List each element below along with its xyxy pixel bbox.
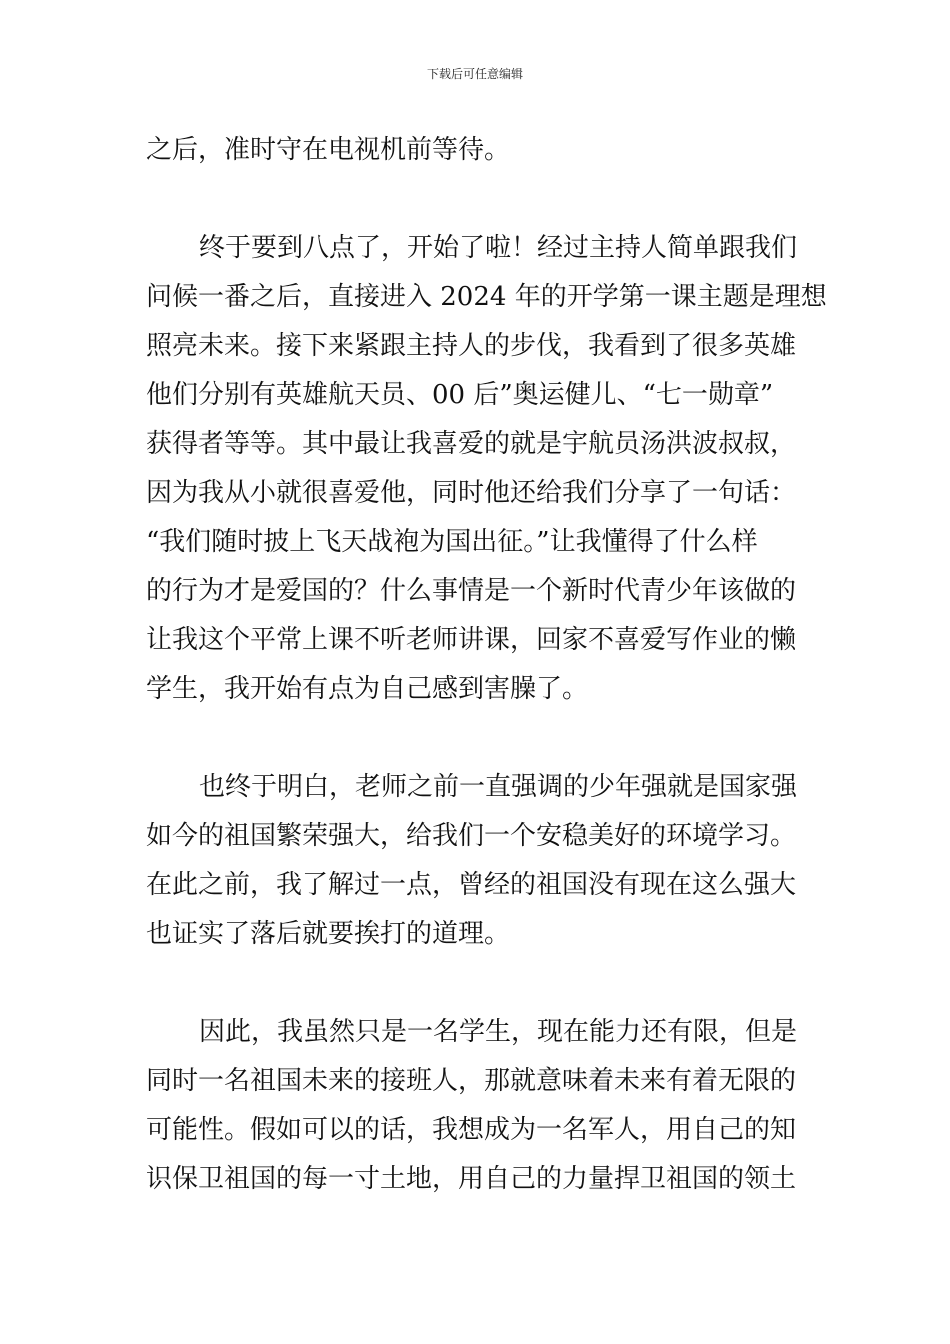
text-line: 他们分别有英雄航天员、00 后”奥运健儿、“七一勋章” <box>146 380 774 410</box>
text-line: 可能性。假如可以的话，我想成为一名军人，用自己的知 <box>146 1115 797 1145</box>
paragraph-1 <box>146 126 810 175</box>
text-line: 识保卫祖国的每一寸土地，用自己的力量捍卫祖国的领土 <box>146 1164 797 1194</box>
text-line: 也证实了落后就要挨打的道理。 <box>146 919 511 949</box>
text-line: 之后，准时守在电视机前等待。 <box>146 135 511 165</box>
paragraph-gap <box>146 175 810 224</box>
text-line: 因此，我虽然只是一名学生，现在能力还有限，但是 <box>199 1017 798 1047</box>
text-line: 让我这个平常上课不听老师讲课，回家不喜爱写作业的懒 <box>146 625 797 655</box>
text-line: “我们随时披上飞天战袍为国出征。”让我懂得了什么样 <box>146 527 758 557</box>
page-header: 下载后可任意编辑 <box>426 67 523 81</box>
text-line: 因为我从小就很喜爱他，同时他还给我们分享了一句话： <box>146 478 797 508</box>
text-line: 学生，我开始有点为自己感到害臊了。 <box>146 674 589 704</box>
paragraph-2 <box>146 224 827 714</box>
paragraph-4 <box>146 1008 810 1204</box>
text-line: 在此之前，我了解过一点，曾经的祖国没有现在这么强大 <box>146 870 797 900</box>
text-line: 问候一番之后，直接进入 2024 年的开学第一课主题是理想 <box>146 282 827 312</box>
text-line: 终于要到八点了，开始了啦！经过主持人简单跟我们 <box>199 233 798 263</box>
document-body <box>146 126 827 1204</box>
text-line: 也终于明白，老师之前一直强调的少年强就是国家强 <box>199 772 798 802</box>
text-line: 同时一名祖国未来的接班人，那就意味着未来有着无限的 <box>146 1066 797 1096</box>
text-line: 获得者等等。其中最让我喜爱的就是宇航员汤洪波叔叔， <box>146 429 797 459</box>
text-line: 的行为才是爱国的？什么事情是一个新时代青少年该做的 <box>146 576 797 606</box>
paragraph-gap <box>146 714 810 763</box>
text-line: 照亮未来。接下来紧跟主持人的步伐，我看到了很多英雄 <box>146 331 797 361</box>
paragraph-gap <box>146 959 810 1008</box>
text-line: 如今的祖国繁荣强大，给我们一个安稳美好的环境学习。 <box>146 821 797 851</box>
paragraph-3 <box>146 763 810 959</box>
